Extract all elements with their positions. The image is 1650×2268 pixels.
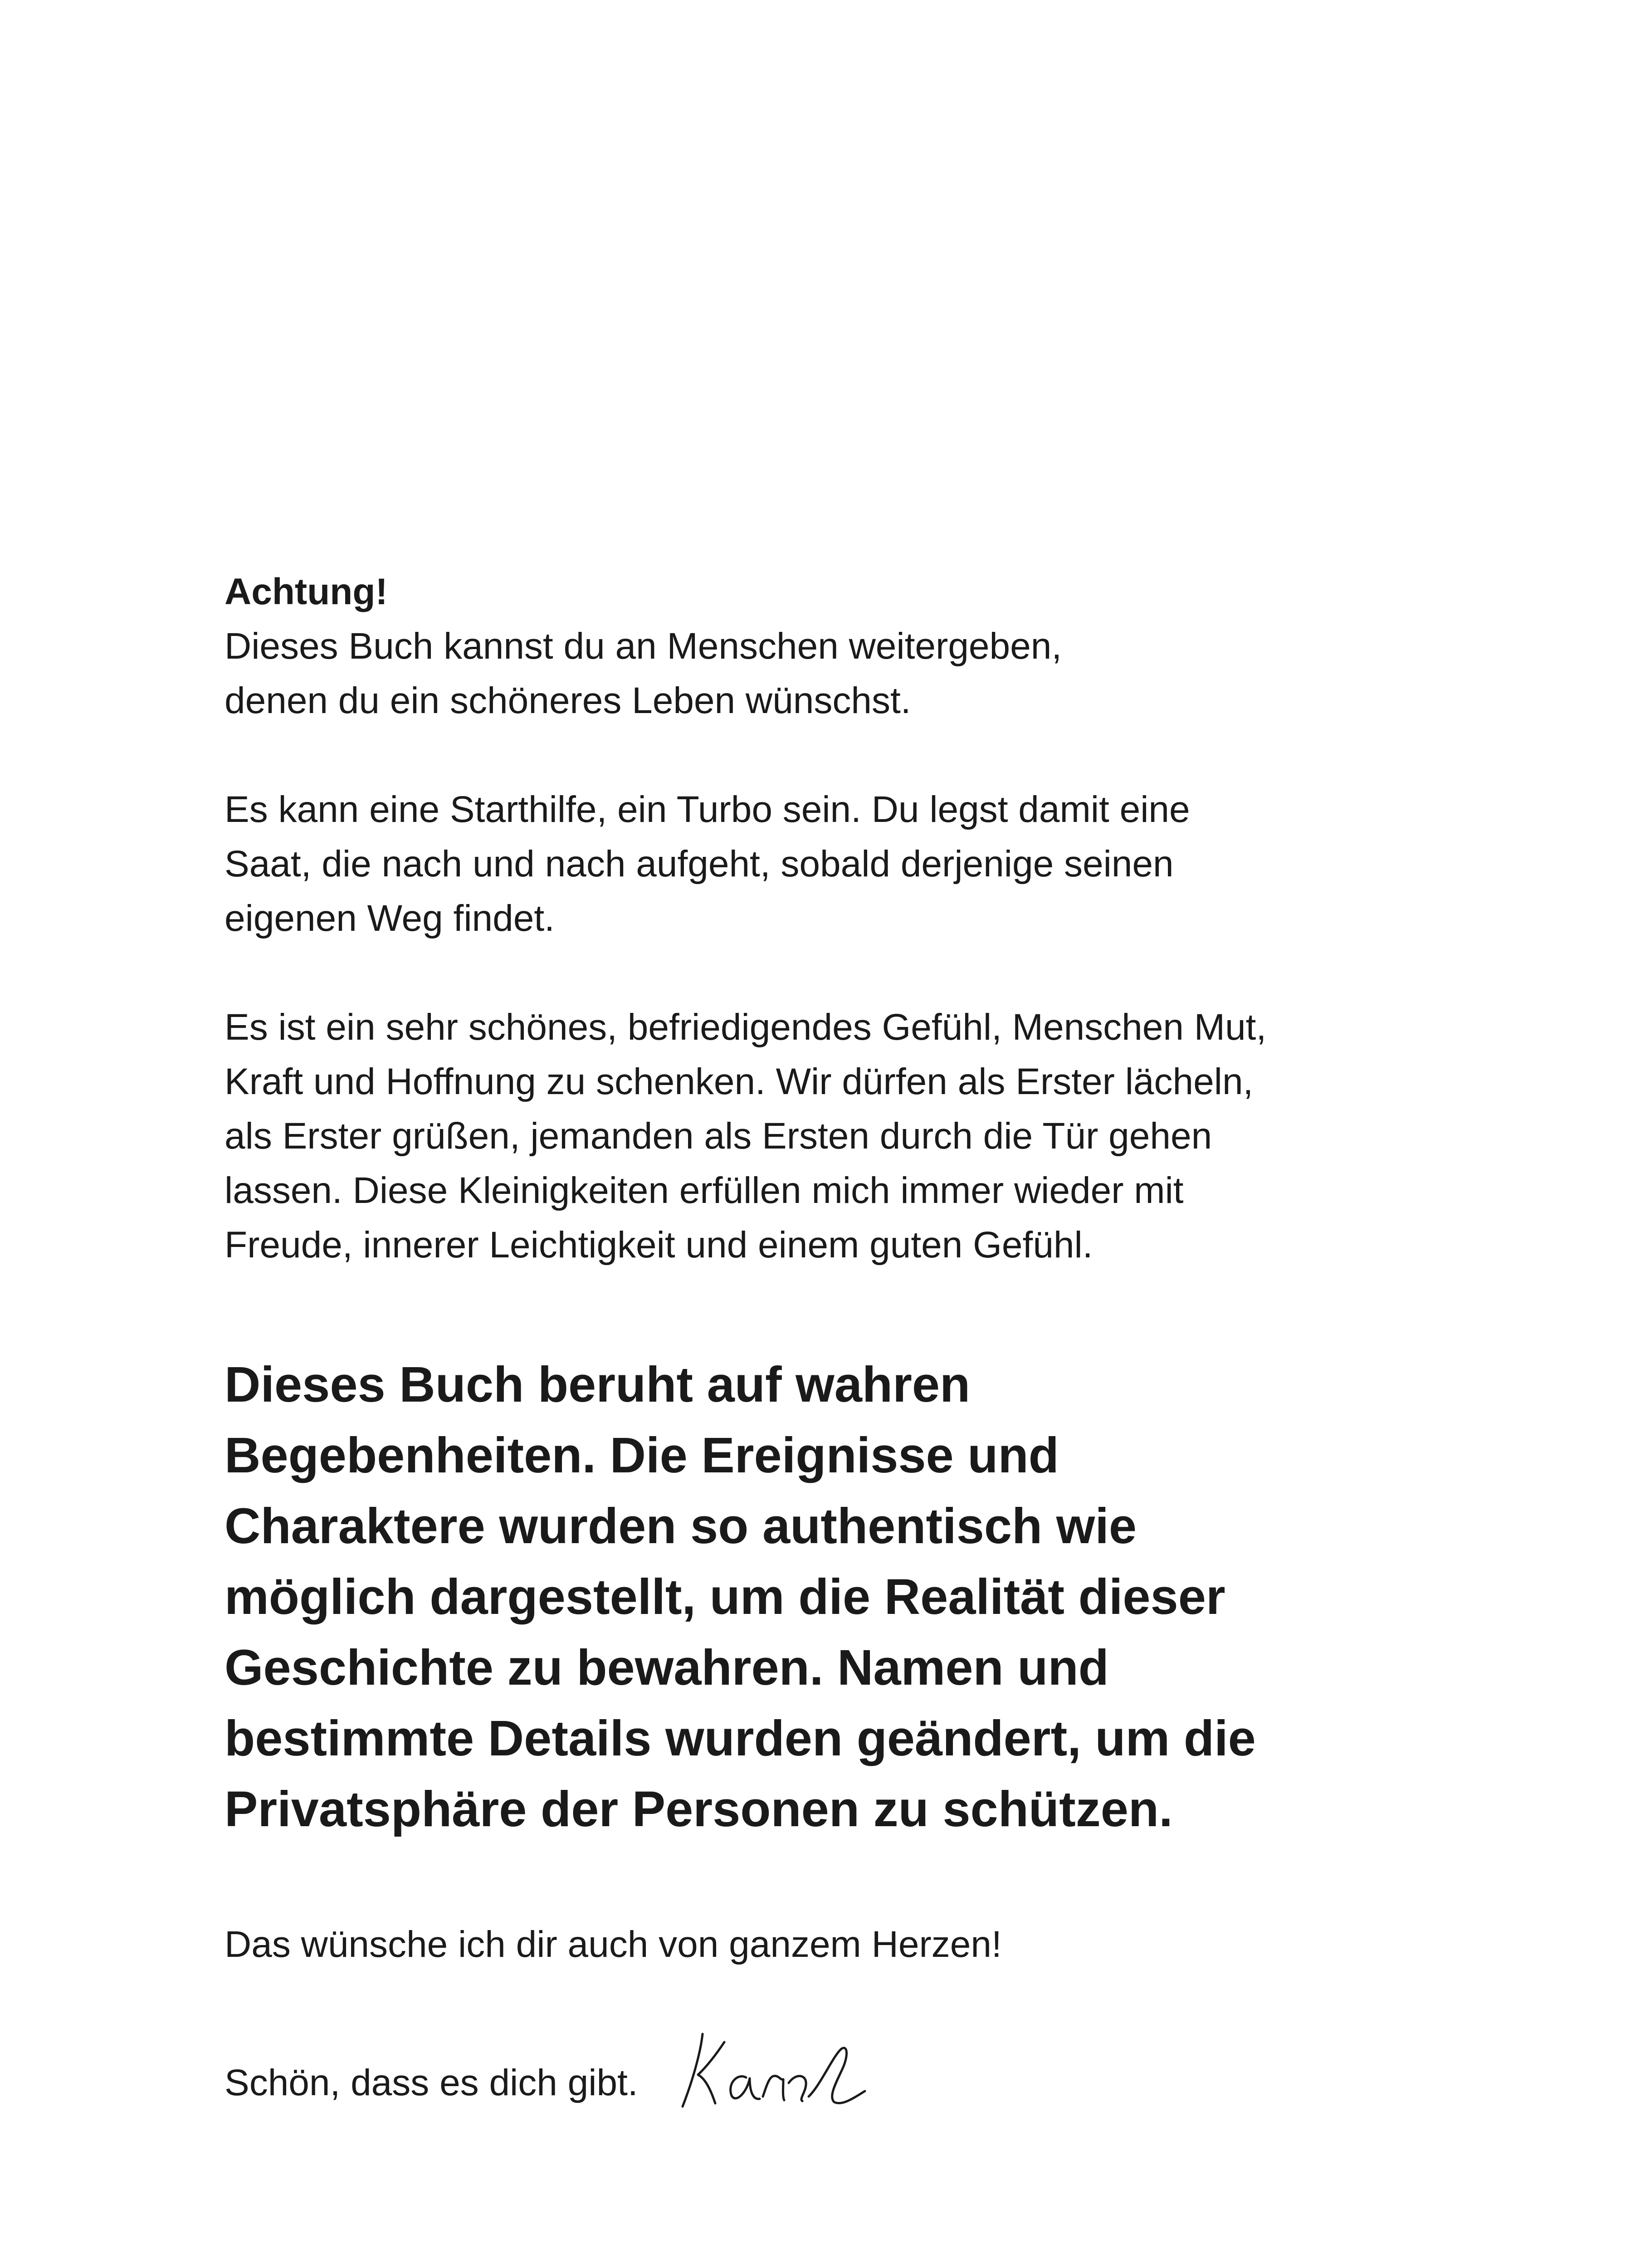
heading-achtung: Achtung! bbox=[225, 571, 388, 612]
signature-karl bbox=[670, 2024, 879, 2115]
disclaimer-line: möglich dargestellt, um die Realität dieser bbox=[225, 1569, 1225, 1625]
disclaimer-line: Dieses Buch beruht auf wahren bbox=[225, 1357, 971, 1413]
disclaimer-line: Begebenheiten. Die Ereignisse und bbox=[225, 1427, 1059, 1483]
closing-line: Schön, dass es dich gibt. bbox=[225, 2062, 638, 2103]
disclaimer-line: Geschichte zu bewahren. Namen und bbox=[225, 1640, 1109, 1696]
signature-icon bbox=[670, 2024, 879, 2115]
paragraph-gap bbox=[225, 946, 1472, 1000]
paragraph-line: Es kann eine Starthilfe, ein Turbo sein. Du legst damit eine bbox=[225, 789, 1190, 830]
paragraph-line: lassen. Diese Kleinigkeiten erfüllen mich immer wieder mit bbox=[225, 1170, 1184, 1211]
closing-row bbox=[225, 2024, 1472, 2115]
paragraph-line: Kraft und Hoffnung zu schenken. Wir dürfen als Erster lächeln, bbox=[225, 1061, 1254, 1102]
paragraph-line: Saat, die nach und nach aufgeht, sobald derjenige seinen bbox=[225, 843, 1174, 885]
paragraph-gefuehl bbox=[225, 1000, 1472, 1272]
paragraph-starthilfe bbox=[225, 782, 1472, 946]
wish-line: Das wünsche ich dir auch von ganzem Herzen! bbox=[225, 1924, 1002, 1965]
page-content bbox=[225, 565, 1472, 2115]
paragraph-line: Freude, innerer Leichtigkeit und einem guten Gefühl. bbox=[225, 1224, 1093, 1266]
paragraph-gap bbox=[225, 728, 1472, 782]
intro-paragraph bbox=[225, 619, 1472, 728]
paragraph-line: eigenen Weg findet. bbox=[225, 898, 555, 939]
disclaimer-line: bestimmte Details wurden geändert, um die bbox=[225, 1711, 1256, 1766]
intro-line: denen du ein schöneres Leben wünschst. bbox=[225, 680, 911, 721]
paragraph-line: als Erster grüßen, jemanden als Ersten durch die Tür gehen bbox=[225, 1115, 1212, 1157]
disclaimer-line: Privatsphäre der Personen zu schützen. bbox=[225, 1781, 1173, 1837]
disclaimer-paragraph bbox=[225, 1349, 1472, 1845]
paragraph-line: Es ist ein sehr schönes, befriedigendes Gefühl, Menschen Mut, bbox=[225, 1007, 1267, 1048]
disclaimer-line: Charaktere wurden so authentisch wie bbox=[225, 1498, 1137, 1554]
intro-line: Dieses Buch kannst du an Menschen weitergeben, bbox=[225, 626, 1062, 667]
